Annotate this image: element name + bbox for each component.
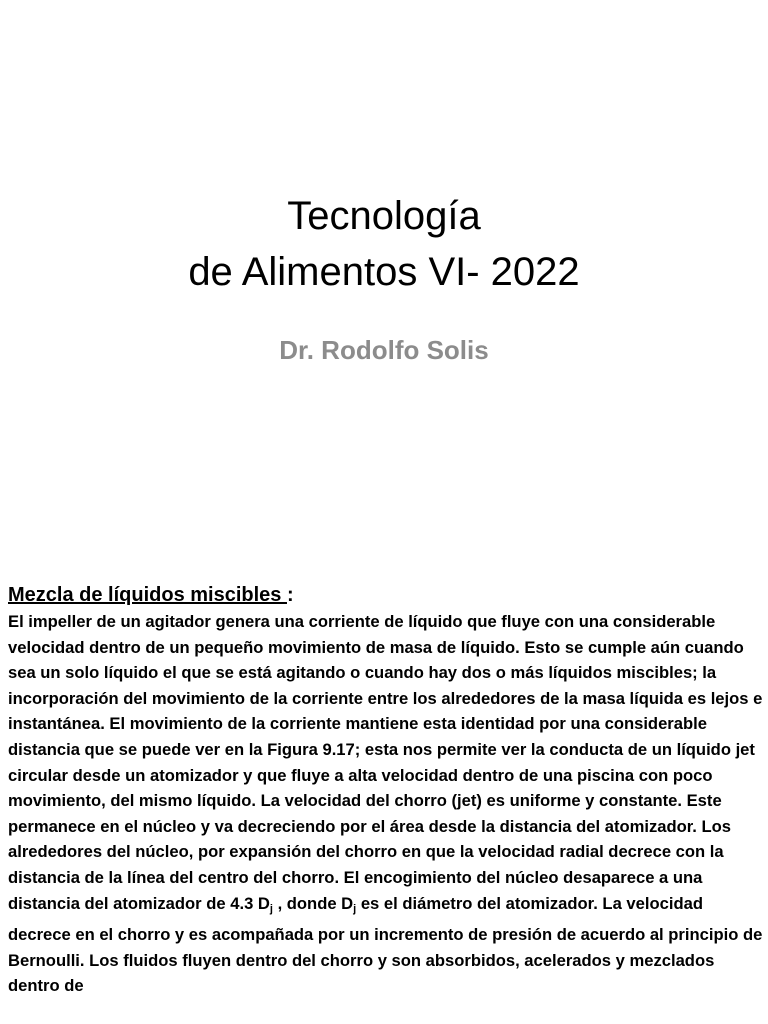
document-section bbox=[8, 581, 764, 999]
title-line-1: Tecnología bbox=[287, 194, 481, 238]
title-line-2: de Alimentos VI- 2022 bbox=[188, 250, 580, 294]
paragraph-part-1: El impeller de un agitador genera una corriente de líquido que fluye con una considerable velocidad dentro de un pequeño movimiento de masa de líquido. Esto se cumple aún cuando sea un solo líquido el que se está agitando o cuando hay dos o más líquidos miscibles; la incorporación del movimiento de la corriente entre los alrededores de la masa líquida es lejos e instantánea. El movimiento de la corriente mantiene esta identidad por una considerable distancia que se puede ver en la Figura 9.17; esta nos permite ver la conducta de un líquido jet circular desde un atomizador y que fluye a alta velocidad dentro de una piscina con poco movimiento, del mismo líquido. La velocidad del chorro (jet) es uniforme y constante. Este permanece en el núcleo y va decreciendo por el área desde la distancia del atomizador. Los alrededores del núcleo, por expansión del chorro en que la velocidad radial decrece con la distancia de la línea del centro del chorro. El encogimiento del núcleo desaparece a una distancia del atomizador de 4.3 D bbox=[8, 612, 763, 913]
section-heading bbox=[8, 581, 764, 609]
paragraph-part-2: , donde D bbox=[272, 893, 354, 913]
subscript-j-1: j bbox=[269, 902, 273, 915]
section-heading-text: Mezcla de líquidos miscibles bbox=[8, 584, 287, 606]
section-heading-colon: : bbox=[286, 584, 294, 606]
slide-title bbox=[0, 188, 768, 300]
section-paragraph bbox=[8, 609, 764, 999]
subscript-j-2: j bbox=[353, 902, 357, 915]
paragraph-part-3: es el diámetro del atomizador. La velocidad decrece en el chorro y es acompañada por un incremento de presión de acuerdo al principio de Bernoulli. Los fluidos fluyen dentro del chorro y son absorbidos, acelerados y mezclados dentro de bbox=[8, 893, 763, 996]
slide-author: Dr. Rodolfo Solis bbox=[279, 335, 489, 365]
